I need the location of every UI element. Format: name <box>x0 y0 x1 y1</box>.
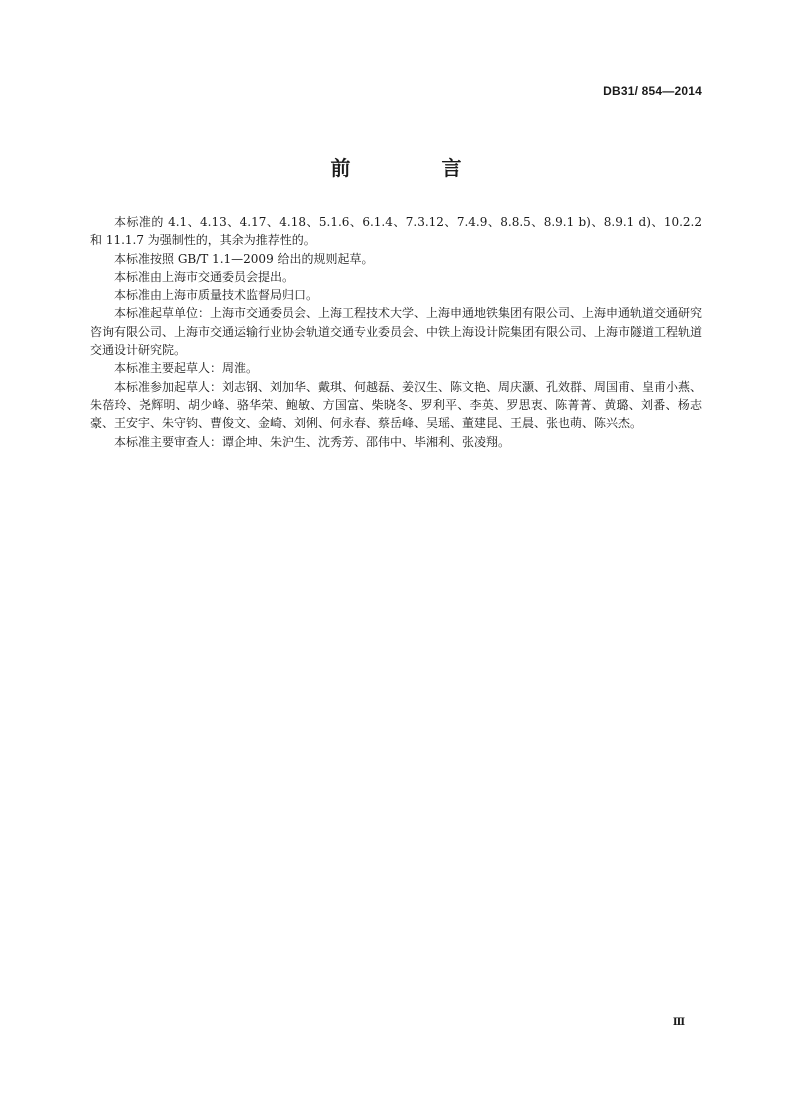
paragraph-mandatory-clauses: 本标准的 4.1、4.13、4.17、4.18、5.1.6、6.1.4、7.3.12、7.4.9、8.8.5、8.9.1 b)、8.9.1 d)、10.2.2 和 11.1.7 为强制性的，其余为推荐性的。 <box>90 215 702 248</box>
document-code: DB31/ 854—2014 <box>603 84 702 98</box>
paragraph-drafting-rules: 本标准按照 GB/T 1.1—2009 给出的规则起草。 <box>114 251 374 266</box>
foreword-body <box>90 213 702 451</box>
paragraph-proposer: 本标准由上海市交通委员会提出。 <box>114 269 295 284</box>
page-number: Ⅲ <box>672 1017 685 1028</box>
page-title: 前 言 <box>330 156 504 180</box>
paragraph-participating-drafters: 本标准参加起草人：刘志钢、刘加华、戴琪、何越磊、姜汉生、陈文艳、周庆灏、孔效群、周国甫、皇甫小燕、朱蓓玲、尧辉明、胡少峰、骆华荣、鲍敏、方国富、柴晓冬、罗利平、李英、罗思衷、陈菁菁、黄璐、刘番、杨志豪、王安宇、朱守钧、曹俊文、金崎、刘俐、何永春、蔡岳峰、吴瑶、董建昆、王晨、张也萌、陈兴杰。 <box>90 379 703 431</box>
paragraph-main-reviewers: 本标准主要审查人：谭企坤、朱沪生、沈秀芳、邵伟中、毕湘利、张凌翔。 <box>114 434 511 449</box>
paragraph-drafting-units: 本标准起草单位：上海市交通委员会、上海工程技术大学、上海申通地铁集团有限公司、上海申通轨道交通研究咨询有限公司、上海市交通运输行业协会轨道交通专业委员会、中铁上海设计院集团有限公司、上海市隧道工程轨道交通设计研究院。 <box>90 306 703 358</box>
paragraph-main-drafter: 本标准主要起草人：周淮。 <box>114 361 259 376</box>
paragraph-administrator: 本标准由上海市质量技术监督局归口。 <box>114 288 319 303</box>
